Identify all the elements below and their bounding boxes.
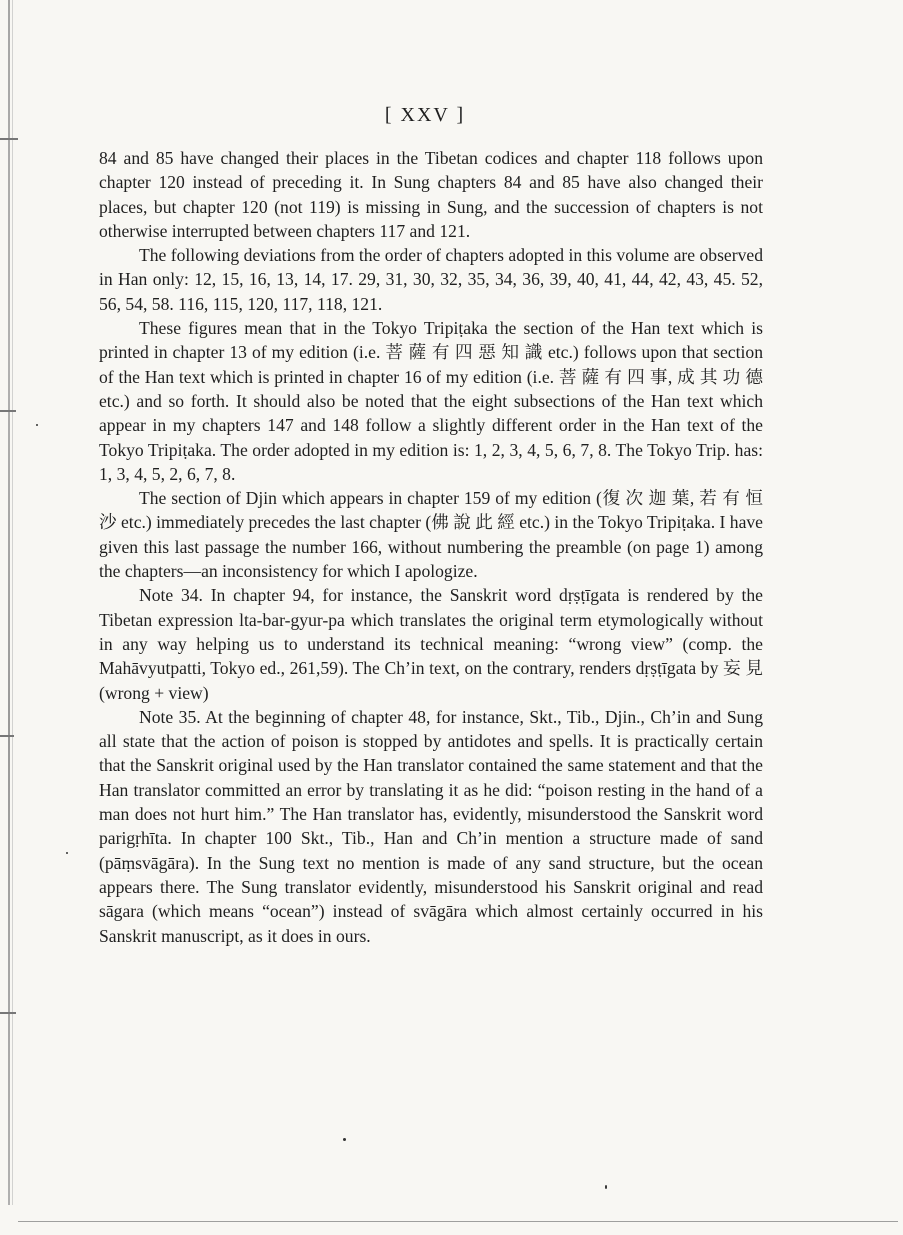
paragraph-chapter-deviations: The following deviations from the order of chapters adopted in this volume are observed in Han only: 12, 15, 16, 13, 14, 17. 29, 31, 30, 32, 35, 34, 36, 39, 40, 41, 44, 42, 43, 45. 52, 56, 54, 58. 116, 115, 120, 117, 118, 121. <box>99 245 763 314</box>
paragraph-continuation: 84 and 85 have changed their places in the Tibetan codices and chapter 118 follows upon chapter 120 instead of preceding it. In Sung chapters 84 and 85 have also changed their places, but chapter 120 (not 119) is missing in Sung, and the succession of chapters is not otherwise interrupted between chapters 117 and 121. <box>99 148 763 241</box>
binding-tick-mark <box>0 1012 16 1014</box>
ink-speck <box>343 1138 346 1141</box>
paragraph-note-34: Note 34. In chapter 94, for instance, the Sanskrit word dṛṣṭīgata is rendered by the Tibetan expression lta-bar-gyur-pa which translates the original term etymologically without in any way helping us to understand its technical meaning: “wrong view” (comp. the Mahāvyutpatti, Tokyo ed., 261,59). The Ch’in text, on the contrary, renders dṛṣṭīgata by 妄 見 (wrong + view) <box>99 585 763 703</box>
binding-tick-mark <box>0 138 18 140</box>
bottom-scan-edge-line <box>18 1221 898 1222</box>
paragraph-djin-section: The section of Djin which appears in chapter 159 of my edition (復 次 迦 葉, 若 有 恒 沙 etc.) immediately precedes the last chapter (佛 說 此 經 etc.) in the Tokyo Tripiṭaka. I have given this last passage the number 166, without numbering the preamble (on page 1) among the chapters—an inconsistency for which I apologize. <box>99 488 763 582</box>
page-body-text <box>99 146 763 948</box>
ink-speck <box>66 852 68 854</box>
binding-tick-mark <box>0 735 14 737</box>
page-header-roman-numeral: [ XXV ] <box>384 104 466 126</box>
paragraph-note-35: Note 35. At the beginning of chapter 48, for instance, Skt., Tib., Djin., Ch’in and Sung all state that the action of poison is stopped by antidotes and spells. It is practically certain that the Sanskrit original used by the Han translator contained the same statement and that the Han translator committed an error by translating it as he did: “poison resting in the hand of a man does not hurt him.” The Han translator has, evidently, misunderstood the Sanskrit word parigṛhīta. In chapter 100 Skt., Tib., Han and Ch’in mention a structure made of sand (pāṃsvāgāra). In the Sung text no mention is made of any sand structure, but the ocean appears there. The Sung translator evidently, misunderstood his Sanskrit original and read sāgara (which means “ocean”) instead of svāgāra which almost certainly occurred in his Sanskrit manuscript, as it does in ours. <box>99 706 763 946</box>
ink-speck <box>36 424 38 426</box>
binding-tick-mark <box>0 410 16 412</box>
binding-edge-line-secondary <box>12 0 13 1205</box>
ink-speck <box>605 1185 607 1189</box>
paragraph-tokyo-tripitaka: These figures mean that in the Tokyo Tripiṭaka the section of the Han text which is printed in chapter 13 of my edition (i.e. 菩 薩 有 四 惡 知 識 etc.) follows upon that section of the Han text which is printed in chapter 16 of my edition (i.e. 菩 薩 有 四 事, 成 其 功 德 etc.) and so forth. It should also be noted that the eight subsections of the Han text which appear in my chapters 147 and 148 follow a slightly different order in the Han text of the Tokyo Tripiṭaka. The order adopted in my edition is: 1, 2, 3, 4, 5, 6, 7, 8. The Tokyo Trip. has: 1, 3, 4, 5, 2, 6, 7, 8. <box>99 318 763 484</box>
binding-edge-line <box>8 0 10 1205</box>
